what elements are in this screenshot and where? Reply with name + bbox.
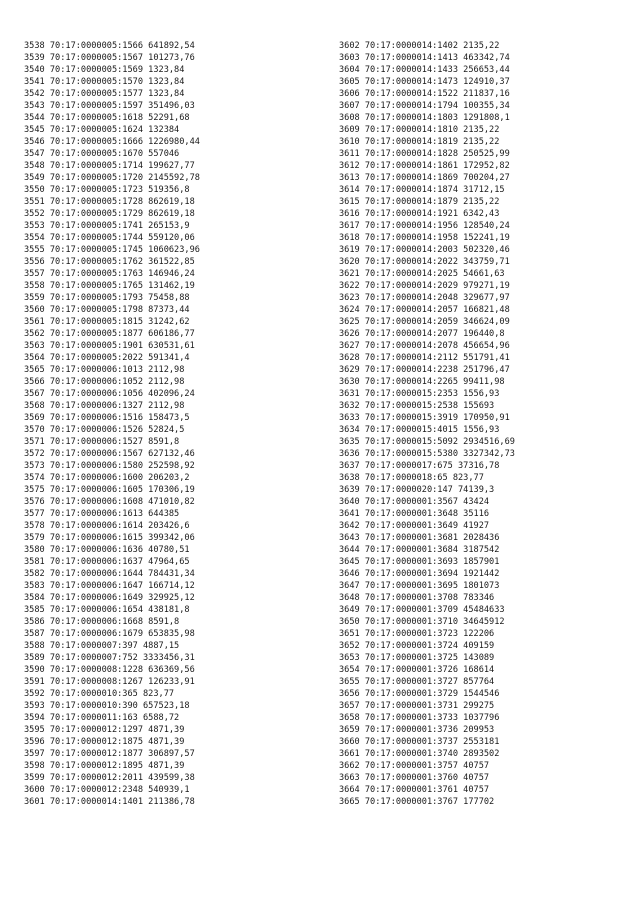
table-row: 3542 70:17:0000005:1577 1323,84 — [24, 89, 185, 99]
table-row: 3580 70:17:0000006:1636 40780,51 — [24, 545, 190, 555]
table-row: 3639 70:17:0000020:147 74139,3 — [339, 485, 495, 495]
table-row: 3652 70:17:0000001:3724 409159 — [339, 641, 495, 651]
table-row: 3548 70:17:0000005:1714 199627,77 — [24, 161, 195, 171]
table-row: 3633 70:17:0000015:3919 170950,91 — [339, 413, 510, 423]
table-row: 3612 70:17:0000014:1861 172952,82 — [339, 161, 510, 171]
table-row: 3624 70:17:0000014:2057 166821,48 — [339, 305, 510, 315]
table-row: 3658 70:17:0000001:3733 1037796 — [339, 713, 500, 723]
table-row: 3640 70:17:0000001:3567 43424 — [339, 497, 490, 507]
table-row: 3562 70:17:0000005:1877 606186,77 — [24, 329, 195, 339]
table-row: 3661 70:17:0000001:3740 2893502 — [339, 749, 500, 759]
table-row: 3538 70:17:0000005:1566 641892,54 — [24, 41, 195, 51]
table-row: 3622 70:17:0000014:2029 979271,19 — [339, 281, 510, 291]
table-row: 3618 70:17:0000014:1958 152241,19 — [339, 233, 510, 243]
table-row: 3632 70:17:0000015:2538 155693 — [339, 401, 495, 411]
table-row: 3629 70:17:0000014:2238 251796,47 — [339, 365, 510, 375]
table-row: 3600 70:17:0000012:2348 540939,1 — [24, 785, 190, 795]
table-row: 3592 70:17:0000010:365 823,77 — [24, 689, 175, 699]
table-row: 3579 70:17:0000006:1615 399342,06 — [24, 533, 195, 543]
table-row: 3656 70:17:0000001:3729 1544546 — [339, 689, 500, 699]
table-row: 3603 70:17:0000014:1413 463342,74 — [339, 53, 510, 63]
table-row: 3609 70:17:0000014:1810 2135,22 — [339, 125, 500, 135]
table-row: 3587 70:17:0000006:1679 653835,98 — [24, 629, 195, 639]
table-row: 3543 70:17:0000005:1597 351496,03 — [24, 101, 195, 111]
table-row: 3626 70:17:0000014:2077 196440,8 — [339, 329, 505, 339]
table-row: 3605 70:17:0000014:1473 124910,37 — [339, 77, 510, 87]
table-row: 3635 70:17:0000015:5092 2934516,69 — [339, 437, 515, 447]
table-row: 3630 70:17:0000014:2265 99411,98 — [339, 377, 505, 387]
left-column — [24, 40, 200, 808]
table-row: 3628 70:17:0000014:2112 551791,41 — [339, 353, 510, 363]
table-row: 3598 70:17:0000012:1895 4871,39 — [24, 761, 185, 771]
table-row: 3614 70:17:0000014:1874 31712,15 — [339, 185, 505, 195]
table-row: 3631 70:17:0000015:2353 1556,93 — [339, 389, 500, 399]
table-row: 3593 70:17:0000010:390 657523,18 — [24, 701, 190, 711]
table-row: 3620 70:17:0000014:2022 343759,71 — [339, 257, 510, 267]
table-row: 3608 70:17:0000014:1803 1291808,1 — [339, 113, 510, 123]
table-row: 3572 70:17:0000006:1567 627132,46 — [24, 449, 195, 459]
table-row: 3547 70:17:0000005:1670 557046 — [24, 149, 180, 159]
table-row: 3574 70:17:0000006:1600 206203,2 — [24, 473, 190, 483]
table-row: 3541 70:17:0000005:1570 1323,84 — [24, 77, 185, 87]
table-row: 3568 70:17:0000006:1327 2112,98 — [24, 401, 185, 411]
table-row: 3582 70:17:0000006:1644 784431,34 — [24, 569, 195, 579]
table-row: 3637 70:17:0000017:675 37316,78 — [339, 461, 500, 471]
table-row: 3615 70:17:0000014:1879 2135,22 — [339, 197, 500, 207]
table-row: 3650 70:17:0000001:3710 34645912 — [339, 617, 505, 627]
table-row: 3578 70:17:0000006:1614 203426,6 — [24, 521, 190, 531]
table-row: 3597 70:17:0000012:1877 306897,57 — [24, 749, 195, 759]
table-row: 3584 70:17:0000006:1649 329925,12 — [24, 593, 195, 603]
table-row: 3641 70:17:0000001:3648 35116 — [339, 509, 490, 519]
table-row: 3642 70:17:0000001:3649 41927 — [339, 521, 490, 531]
table-row: 3591 70:17:0000008:1267 126233,91 — [24, 677, 195, 687]
table-row: 3594 70:17:0000011:163 6588,72 — [24, 713, 180, 723]
table-row: 3577 70:17:0000006:1613 644385 — [24, 509, 180, 519]
table-row: 3604 70:17:0000014:1433 256653,44 — [339, 65, 510, 75]
table-row: 3665 70:17:0000001:3767 177702 — [339, 797, 495, 807]
table-row: 3647 70:17:0000001:3695 1801073 — [339, 581, 500, 591]
table-row: 3653 70:17:0000001:3725 143089 — [339, 653, 495, 663]
table-row: 3654 70:17:0000001:3726 168614 — [339, 665, 495, 675]
table-row: 3567 70:17:0000006:1056 402096,24 — [24, 389, 195, 399]
table-row: 3660 70:17:0000001:3737 2553181 — [339, 737, 500, 747]
table-row: 3556 70:17:0000005:1762 361522,85 — [24, 257, 195, 267]
table-row: 3616 70:17:0000014:1921 6342,43 — [339, 209, 500, 219]
table-row: 3595 70:17:0000012:1297 4871,39 — [24, 725, 185, 735]
table-row: 3646 70:17:0000001:3694 1921442 — [339, 569, 500, 579]
table-row: 3583 70:17:0000006:1647 166714,12 — [24, 581, 195, 591]
table-row: 3589 70:17:0000007:752 3333456,31 — [24, 653, 195, 663]
table-row: 3648 70:17:0000001:3708 783346 — [339, 593, 495, 603]
table-row: 3621 70:17:0000014:2025 54661,63 — [339, 269, 505, 279]
table-row: 3550 70:17:0000005:1723 519356,8 — [24, 185, 190, 195]
table-row: 3555 70:17:0000005:1745 1060623,96 — [24, 245, 200, 255]
table-row: 3611 70:17:0000014:1828 250525,99 — [339, 149, 510, 159]
table-row: 3644 70:17:0000001:3684 3187542 — [339, 545, 500, 555]
table-row: 3566 70:17:0000006:1052 2112,98 — [24, 377, 185, 387]
table-row: 3585 70:17:0000006:1654 438181,8 — [24, 605, 190, 615]
table-row: 3634 70:17:0000015:4015 1556,93 — [339, 425, 500, 435]
table-row: 3558 70:17:0000005:1765 131462,19 — [24, 281, 195, 291]
table-row: 3623 70:17:0000014:2048 329677,97 — [339, 293, 510, 303]
table-row: 3546 70:17:0000005:1666 1226980,44 — [24, 137, 200, 147]
table-row: 3601 70:17:0000014:1401 211386,78 — [24, 797, 195, 807]
table-row: 3607 70:17:0000014:1794 100355,34 — [339, 101, 510, 111]
table-row: 3581 70:17:0000006:1637 47964,65 — [24, 557, 190, 567]
table-row: 3561 70:17:0000005:1815 31242,62 — [24, 317, 190, 327]
table-row: 3651 70:17:0000001:3723 122206 — [339, 629, 495, 639]
table-row: 3606 70:17:0000014:1522 211837,16 — [339, 89, 510, 99]
table-row: 3573 70:17:0000006:1580 252598,92 — [24, 461, 195, 471]
table-row: 3627 70:17:0000014:2078 456654,96 — [339, 341, 510, 351]
table-row: 3539 70:17:0000005:1567 101273,76 — [24, 53, 195, 63]
table-row: 3563 70:17:0000005:1901 630531,61 — [24, 341, 195, 351]
right-column — [339, 40, 515, 808]
table-row: 3619 70:17:0000014:2003 502320,46 — [339, 245, 510, 255]
table-row: 3553 70:17:0000005:1741 265153,9 — [24, 221, 190, 231]
table-row: 3655 70:17:0000001:3727 857764 — [339, 677, 495, 687]
table-row: 3551 70:17:0000005:1728 862619,18 — [24, 197, 195, 207]
table-row: 3590 70:17:0000008:1228 636369,56 — [24, 665, 195, 675]
table-row: 3602 70:17:0000014:1402 2135,22 — [339, 41, 500, 51]
table-row: 3564 70:17:0000005:2022 591341,4 — [24, 353, 190, 363]
table-row: 3544 70:17:0000005:1618 52291,68 — [24, 113, 190, 123]
table-row: 3576 70:17:0000006:1608 471010,82 — [24, 497, 195, 507]
table-row: 3663 70:17:0000001:3760 40757 — [339, 773, 490, 783]
table-row: 3610 70:17:0000014:1819 2135,22 — [339, 137, 500, 147]
table-row: 3659 70:17:0000001:3736 209953 — [339, 725, 495, 735]
table-row: 3588 70:17:0000007:397 4887,15 — [24, 641, 180, 651]
table-row: 3540 70:17:0000005:1569 1323,84 — [24, 65, 185, 75]
table-row: 3571 70:17:0000006:1527 8591,8 — [24, 437, 180, 447]
table-row: 3638 70:17:0000018:65 823,77 — [339, 473, 484, 483]
table-row: 3552 70:17:0000005:1729 862619,18 — [24, 209, 195, 219]
table-row: 3559 70:17:0000005:1793 75458,88 — [24, 293, 190, 303]
table-row: 3649 70:17:0000001:3709 45484633 — [339, 605, 505, 615]
table-row: 3664 70:17:0000001:3761 40757 — [339, 785, 490, 795]
table-row: 3560 70:17:0000005:1798 87373,44 — [24, 305, 190, 315]
table-row: 3645 70:17:0000001:3693 1857901 — [339, 557, 500, 567]
table-row: 3565 70:17:0000006:1013 2112,98 — [24, 365, 185, 375]
table-row: 3625 70:17:0000014:2059 346624,09 — [339, 317, 510, 327]
table-row: 3570 70:17:0000006:1526 52824,5 — [24, 425, 185, 435]
table-row: 3557 70:17:0000005:1763 146946,24 — [24, 269, 195, 279]
table-row: 3617 70:17:0000014:1956 128540,24 — [339, 221, 510, 231]
table-row: 3643 70:17:0000001:3681 2028436 — [339, 533, 500, 543]
table-row: 3662 70:17:0000001:3757 40757 — [339, 761, 490, 771]
table-row: 3545 70:17:0000005:1624 132384 — [24, 125, 180, 135]
table-row: 3549 70:17:0000005:1720 2145592,78 — [24, 173, 200, 183]
table-row: 3657 70:17:0000001:3731 299275 — [339, 701, 495, 711]
table-row: 3636 70:17:0000015:5380 3327342,73 — [339, 449, 515, 459]
table-row: 3599 70:17:0000012:2011 439599,38 — [24, 773, 195, 783]
table-row: 3586 70:17:0000006:1668 8591,8 — [24, 617, 180, 627]
table-row: 3596 70:17:0000012:1875 4871,39 — [24, 737, 185, 747]
table-row: 3554 70:17:0000005:1744 559120,06 — [24, 233, 195, 243]
table-row: 3613 70:17:0000014:1869 700204,27 — [339, 173, 510, 183]
table-row: 3575 70:17:0000006:1605 170306,19 — [24, 485, 195, 495]
table-row: 3569 70:17:0000006:1516 158473,5 — [24, 413, 190, 423]
